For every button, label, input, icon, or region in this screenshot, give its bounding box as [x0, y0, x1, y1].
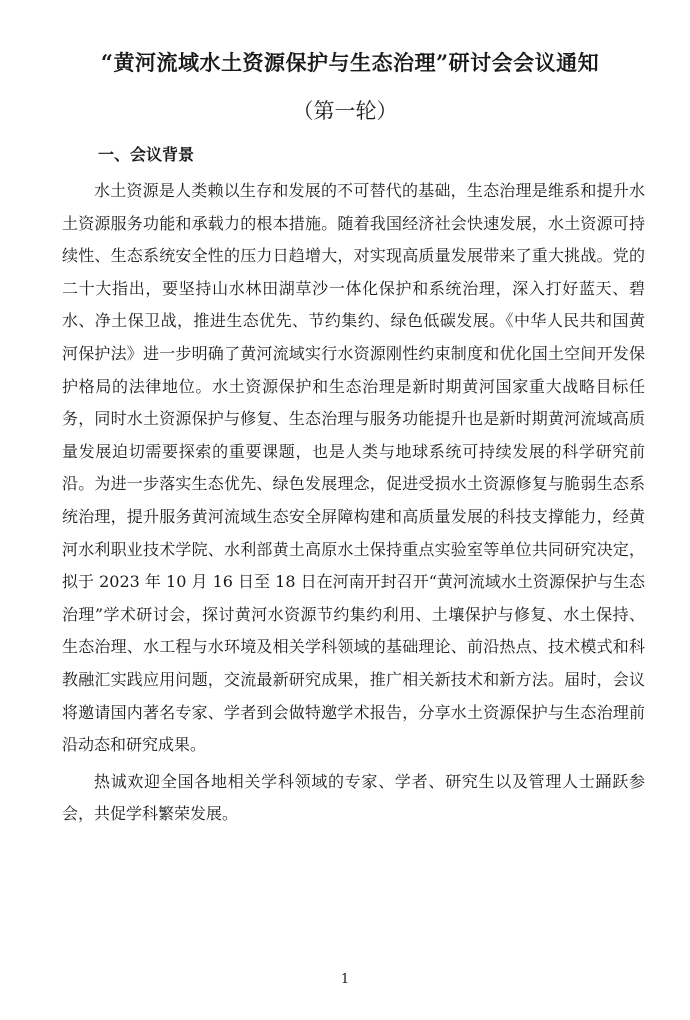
section-heading: 一、会议背景	[98, 145, 195, 164]
body-text	[62, 175, 645, 831]
paragraph-invitation: 热诚欢迎全国各地相关学科领域的专家、学者、研究生以及管理人士踊跃参会，共促学科繁荣发展。	[62, 771, 645, 824]
document-subtitle: （第一轮）	[292, 99, 398, 123]
document-title: “黄河流域水土资源保护与生态治理”研讨会会议通知	[100, 50, 600, 75]
paragraph-background: 水土资源是人类赖以生存和发展的不可替代的基础，生态治理是维系和提升水土资源服务功能和承载力的根本措施。随着我国经济社会快速发展，水土资源可持续性、生态系统安全性的压力日趋增大，对实现高质量发展带来了重大挑战。党的二十大指出，要坚持山水林田湖草沙一体化保护和系统治理，深入打好蓝天、碧水、净土保卫战，推进生态优先、节约集约、绿色低碳发展。《中华人民共和国黄河保护法》进一步明确了黄河流域实行水资源刚性约束制度和优化国土空间开发保护格局的法律地位。水土资源保护和生态治理是新时期黄河国家重大战略目标任务，同时水土资源保护与修复、生态治理与服务功能提升也是新时期黄河流域高质量发展迫切需要探索的重要课题，也是人类与地球系统可持续发展的科学研究前沿。为进一步落实生态优先、绿色发展理念，促进受损水土资源修复与脆弱生态系统治理，提升服务黄河流域生态安全屏障构建和高质量发展的科技支撑能力，经黄河水利职业技术学院、水利部黄土高原水土保持重点实验室等单位共同研究决定，拟于 2023 年 10 月 16 日至 18 日在河南开封召开“黄河流域水土资源保护与生态治理”学术研讨会，探讨黄河水资源节约集约利用、土壤保护与修复、水土保持、生态治理、水工程与水环境及相关学科领域的基础理论、前沿热点、技术模式和科教融汇实践应用问题，交流最新研究成果，推广相关新技术和新方法。届时，会议将邀请国内著名专家、学者到会做特邀学术报告，分享水土资源保护与生态治理前沿动态和研究成果。	[62, 181, 645, 755]
page-number: 1	[340, 972, 350, 987]
